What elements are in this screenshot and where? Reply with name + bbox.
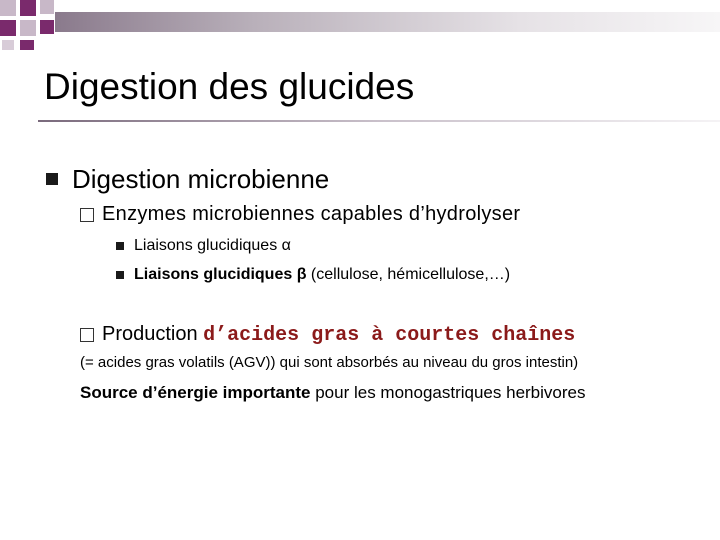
- production-prefix: Production: [102, 323, 204, 345]
- corner-square: [40, 20, 54, 34]
- enzymes-item-beta-rest: (cellulose, hémicellulose,…): [306, 266, 511, 283]
- production-text: [102, 320, 575, 350]
- corner-square: [20, 20, 36, 36]
- hollow-bullet-icon: [80, 208, 94, 222]
- corner-square: [0, 0, 16, 16]
- corner-square: [2, 40, 14, 50]
- enzymes-item-beta-bold: Liaisons glucidiques β: [134, 266, 307, 283]
- energy-source-rest: pour les monogastriques herbivores: [310, 383, 586, 402]
- title-underline: [38, 120, 720, 122]
- corner-square: [0, 20, 16, 36]
- production-highlight: d’acides gras à courtes chaînes: [203, 324, 576, 347]
- corner-square: [20, 0, 36, 16]
- energy-source-line: [80, 381, 585, 405]
- slide-title: Digestion des glucides: [44, 66, 415, 107]
- level1-text: Digestion microbienne: [72, 164, 330, 194]
- enzymes-item-alpha: Liaisons glucidiques α: [134, 237, 291, 254]
- corner-square: [20, 40, 34, 50]
- corner-square: [40, 0, 54, 14]
- bullet-square-icon: [116, 242, 124, 250]
- enzymes-text: Enzymes microbiennes capables d’hydrolyser: [102, 203, 521, 225]
- top-gradient-bar: [55, 12, 720, 32]
- agv-note: (= acides gras volatils (AGV)) qui sont absorbés au niveau du gros intestin): [80, 354, 579, 371]
- energy-source-bold: Source d’énergie importante: [80, 383, 311, 402]
- hollow-bullet-icon: [80, 328, 94, 342]
- bullet-square-icon: [116, 271, 124, 279]
- bullet-square-icon: [46, 173, 58, 185]
- enzymes-item-beta: [134, 264, 510, 286]
